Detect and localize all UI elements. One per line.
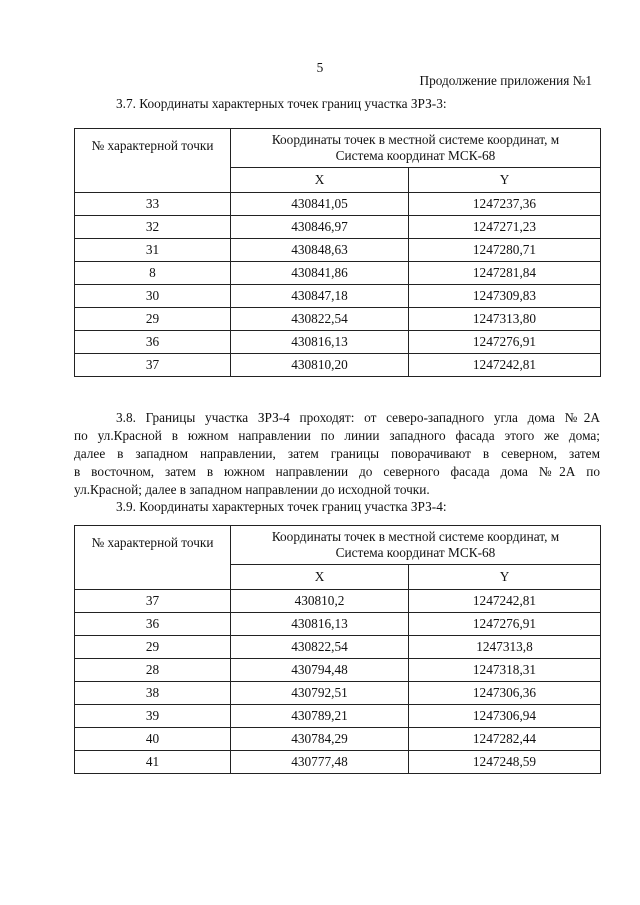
header-coordinates-line1: Координаты точек в местной системе координат, м [271,132,560,148]
table-row [75,285,601,308]
section-3-9-heading: 3.9. Координаты характерных точек границ участка ЗРЗ-4: [116,499,447,514]
x-cell: 430784,29 [231,728,409,751]
point-cell: 29 [75,636,231,659]
table-row [75,193,601,216]
y-cell: 1247237,36 [409,193,601,216]
y-cell: 1247281,84 [409,262,601,285]
zrz4-coordinates-table [74,525,601,774]
point-cell: 33 [75,193,231,216]
x-cell: 430848,63 [231,239,409,262]
y-cell: 1247318,31 [409,659,601,682]
y-cell: 1247276,91 [409,613,601,636]
y-cell: 1247313,8 [409,636,601,659]
y-cell: 1247276,91 [409,331,601,354]
paragraph-line: далее в западном направлении, затем границы поворачивают в северном, затем [74,446,600,461]
x-cell: 430810,2 [231,590,409,613]
x-cell: 430777,48 [231,751,409,774]
y-cell: 1247306,94 [409,705,601,728]
table-row [75,636,601,659]
point-cell: 39 [75,705,231,728]
point-cell: 36 [75,613,231,636]
y-cell: 1247271,23 [409,216,601,239]
header-x: X [231,168,409,193]
y-cell: 1247248,59 [409,751,601,774]
header-x: X [231,565,409,590]
y-cell: 1247309,83 [409,285,601,308]
page-number: 5 [316,60,324,75]
header-point-number: № характерной точки [75,526,231,590]
point-cell: 41 [75,751,231,774]
point-cell: 32 [75,216,231,239]
table-row [75,590,601,613]
y-cell: 1247306,36 [409,682,601,705]
point-cell: 36 [75,331,231,354]
x-cell: 430822,54 [231,636,409,659]
x-cell: 430847,18 [231,285,409,308]
paragraph-line: по ул.Красной в южном направлении по линии западного фасада этого же дома; [74,428,600,443]
y-cell: 1247242,81 [409,590,601,613]
y-cell: 1247280,71 [409,239,601,262]
x-cell: 430841,86 [231,262,409,285]
header-coordinates-line2: Система координат МСК-68 [335,148,496,163]
table-row [75,331,601,354]
paragraph-line: в восточном, затем в южном направлении до северного фасада дома №2А по [74,464,600,479]
header-y: Y [409,565,601,590]
y-cell: 1247313,80 [409,308,601,331]
header-coordinates [231,129,601,168]
table-row [75,354,601,377]
table-row [75,308,601,331]
x-cell: 430846,97 [231,216,409,239]
x-cell: 430816,13 [231,613,409,636]
x-cell: 430841,05 [231,193,409,216]
appendix-continuation-note: Продолжение приложения №1 [419,73,592,88]
header-y: Y [409,168,601,193]
table-row [75,728,601,751]
paragraph-line: ул.Красной; далее в западном направлении до исходной точки. [74,482,430,497]
x-cell: 430816,13 [231,331,409,354]
point-cell: 31 [75,239,231,262]
point-cell: 40 [75,728,231,751]
x-cell: 430810,20 [231,354,409,377]
x-cell: 430822,54 [231,308,409,331]
x-cell: 430789,21 [231,705,409,728]
y-cell: 1247282,44 [409,728,601,751]
table-row [75,682,601,705]
point-cell: 37 [75,354,231,377]
y-cell: 1247242,81 [409,354,601,377]
header-coordinates-line2: Система координат МСК-68 [335,545,496,560]
x-cell: 430792,51 [231,682,409,705]
point-cell: 28 [75,659,231,682]
table-row [75,705,601,728]
point-cell: 8 [75,262,231,285]
table-row [75,659,601,682]
section-3-7-heading: 3.7. Координаты характерных точек границ участка ЗРЗ-3: [116,96,447,111]
x-cell: 430794,48 [231,659,409,682]
point-cell: 30 [75,285,231,308]
table-row [75,239,601,262]
header-coordinates-line1: Координаты точек в местной системе координат, м [271,529,560,545]
header-point-number: № характерной точки [75,129,231,193]
header-coordinates [231,526,601,565]
paragraph-line: 3.8. Границы участка ЗРЗ-4 проходят: от северо-западного угла дома №2А [116,410,600,425]
table-row [75,216,601,239]
point-cell: 37 [75,590,231,613]
table-row [75,613,601,636]
table-row [75,262,601,285]
table-row [75,751,601,774]
zrz3-coordinates-table [74,128,601,377]
section-3-8-paragraph [74,409,600,499]
point-cell: 38 [75,682,231,705]
point-cell: 29 [75,308,231,331]
